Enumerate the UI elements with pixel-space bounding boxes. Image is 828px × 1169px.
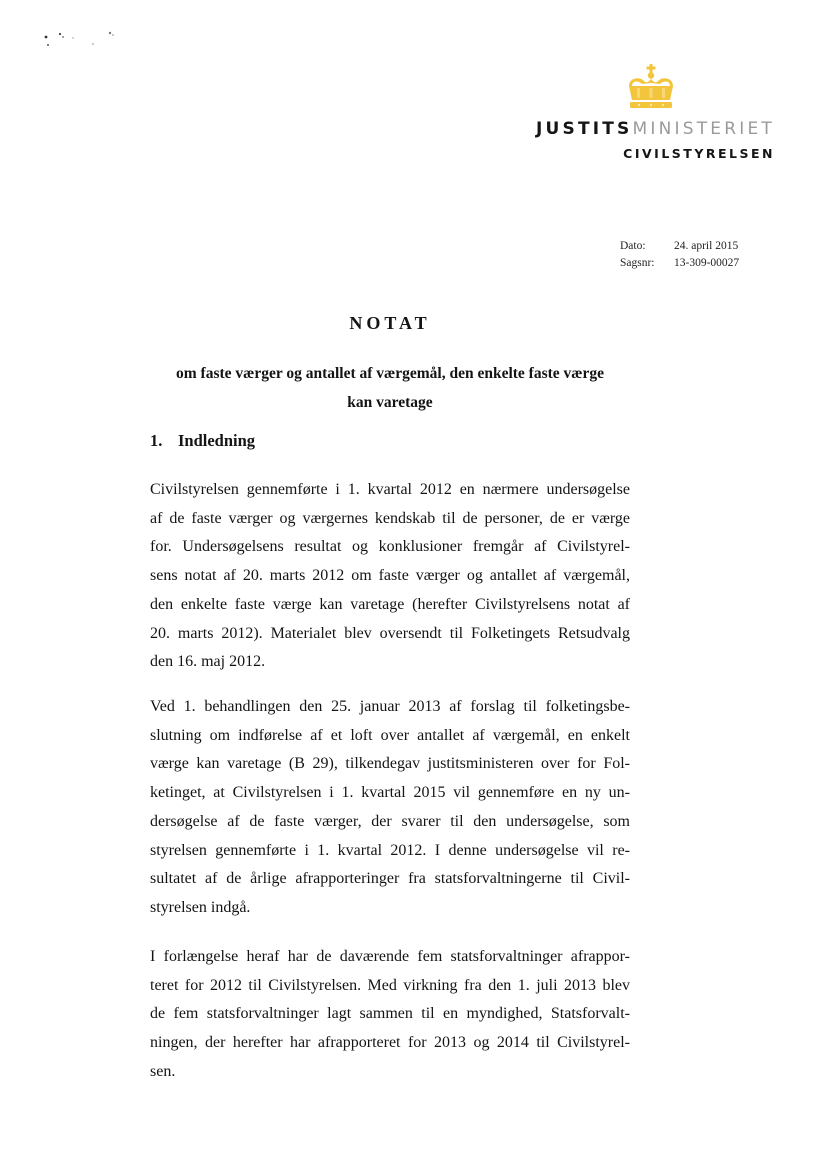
letterhead bbox=[530, 118, 775, 161]
ministry-name-bold: JUSTITS bbox=[535, 119, 633, 139]
section-title: Indledning bbox=[178, 431, 256, 450]
paragraph-line: styrelsen gennemførte i 1. kvartal 2012. I denne undersøgelse vil re- bbox=[150, 841, 630, 859]
case-number-row bbox=[620, 255, 739, 272]
paragraph-line: sultatet af de årlige afrapporteringer fra statsforvaltningerne til Civil- bbox=[150, 870, 630, 888]
paragraph-line: ningen, der herefter har afrapporteret for 2013 og 2014 til Civilstyrel- bbox=[150, 1034, 630, 1052]
case-number-value: 13-309-00027 bbox=[674, 257, 740, 269]
paragraph-1 bbox=[150, 476, 630, 677]
ministry-name bbox=[530, 118, 775, 140]
subtitle-line-1: om faste værger og antallet af værgemål, den enkelte faste værge bbox=[176, 365, 604, 382]
paragraph-line: for. Undersøgelsens resultat og konklusioner fremgår af Civilstyrel- bbox=[150, 538, 630, 556]
paragraph-line: styrelsen indgå. bbox=[150, 898, 251, 916]
paragraph-line: den enkelte faste værge kan varetage (herefter Civilstyrelsens notat af bbox=[150, 595, 630, 613]
paragraph-line: Civilstyrelsen gennemførte i 1. kvartal 2012 en nærmere undersøgelse bbox=[150, 481, 630, 498]
crown-icon bbox=[624, 64, 678, 110]
date-value: 24. april 2015 bbox=[674, 240, 739, 252]
paragraph-line: Ved 1. behandlingen den 25. januar 2013 af forslag til folketingsbe- bbox=[150, 698, 630, 715]
paragraph-line: I forlængelse heraf har de daværende fem statsforvaltninger afrappor- bbox=[150, 948, 630, 965]
scan-specks bbox=[40, 26, 130, 50]
paragraph-line: sens notat af 20. marts 2012 om faste værger og antallet af værgemål, bbox=[150, 567, 630, 585]
case-number-label: Sagsnr: bbox=[620, 257, 655, 269]
paragraph-line: slutning om indførelse af et loft over antallet af værgemål, en enkelt bbox=[150, 726, 630, 744]
section-number: 1. bbox=[150, 431, 163, 450]
agency-name: CIVILSTYRELSEN bbox=[623, 146, 775, 161]
paragraph-line: værge kan varetage (B 29), tilkendegav justitsministeren over for Fol- bbox=[150, 755, 630, 773]
paragraph-line: dersøgelse af de faste værger, der svarer til den undersøgelse, som bbox=[150, 812, 630, 830]
paragraph-line: den 16. maj 2012. bbox=[150, 653, 266, 671]
date-row bbox=[620, 238, 739, 255]
paragraph-line: 20. marts 2012). Materialet blev oversendt til Folketingets Retsudvalg bbox=[150, 624, 630, 642]
date-label: Dato: bbox=[620, 240, 646, 252]
document-meta bbox=[620, 238, 739, 272]
paragraph-line: sen. bbox=[150, 1062, 176, 1080]
paragraph-line: ketinget, at Civilstyrelsen i 1. kvartal 2015 vil gennemføre en ny un- bbox=[150, 784, 630, 802]
ministry-name-light: MINISTERIET bbox=[632, 119, 775, 139]
paragraph-line: af de faste værger og værgernes kendskab til de personer, de er værge bbox=[150, 509, 630, 527]
document-subtitle bbox=[140, 359, 640, 417]
paragraph-line: de fem statsforvaltninger lagt sammen til en myndighed, Statsforvalt- bbox=[150, 1005, 630, 1023]
paragraph-line: teret for 2012 til Civilstyrelsen. Med virkning fra den 1. juli 2013 blev bbox=[150, 976, 630, 994]
paragraph-2 bbox=[150, 693, 630, 923]
section-heading bbox=[150, 431, 255, 451]
paragraph-3 bbox=[150, 943, 630, 1087]
subtitle-line-2: kan varetage bbox=[347, 394, 433, 411]
document-title: NOTAT bbox=[349, 313, 431, 333]
